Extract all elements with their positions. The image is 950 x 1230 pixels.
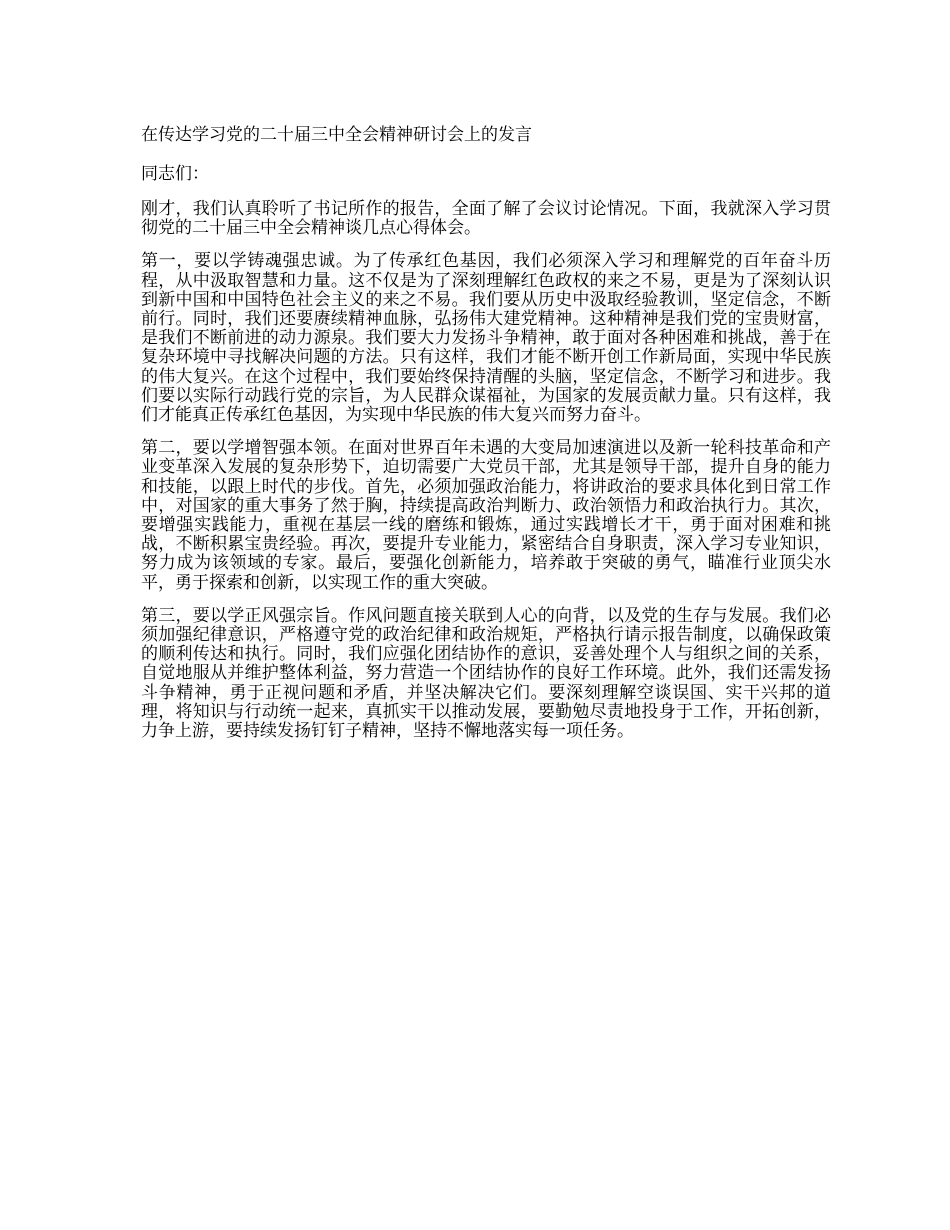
paragraph-second-point: 第二，要以学增智强本领。在面对世界百年未遇的大变局加速演进以及新一轮科技革命和产业变革深入发展的复杂形势下，迫切需要广大党员干部，尤其是领导干部，提升自身的能力和技能，以跟上时代的步伐。首先，必须加强政治能力，将讲政治的要求具体化到日常工作中，对国家的重大事务了然于胸，持续提高政治判断力、政治领悟力和政治执行力。其次，要增强实践能力，重视在基层一线的磨练和锻炼，通过实践增长才干，勇于面对困难和挑战，不断积累宝贵经验。再次，要提升专业能力，紧密结合自身职责，深入学习专业知识，努力成为该领域的专家。最后，要强化创新能力，培养敢于突破的勇气，瞄准行业顶尖水平，勇于探索和创新，以实现工作的重大突破。 — [141, 438, 831, 593]
document-page — [141, 122, 831, 755]
paragraph-first-point: 第一，要以学铸魂强忠诚。为了传承红色基因，我们必须深入学习和理解党的百年奋斗历程，从中汲取智慧和力量。这不仅是为了深刻理解红色政权的来之不易，更是为了深刻认识到新中国和中国特色社会主义的来之不易。我们要从历史中汲取经验教训，坚定信念，不断前行。同时，我们还要赓续精神血脉，弘扬伟大建党精神。这种精神是我们党的宝贵财富，是我们不断前进的动力源泉。我们要大力发扬斗争精神，敢于面对各种困难和挑战，善于在复杂环境中寻找解决问题的方法。只有这样，我们才能不断开创工作新局面，实现中华民族的伟大复兴。在这个过程中，我们要始终保持清醒的头脑，坚定信念，不断学习和进步。我们要以实际行动践行党的宗旨，为人民群众谋福祉，为国家的发展贡献力量。只有这样，我们才能真正传承红色基因，为实现中华民族的伟大复兴而努力奋斗。 — [141, 251, 831, 426]
greeting: 同志们： — [141, 164, 209, 184]
paragraph-intro: 刚才，我们认真聆听了书记所作的报告，全面了解了会议讨论情况。下面，我就深入学习贯彻党的二十届三中全会精神谈几点心得体会。 — [141, 199, 831, 239]
paragraph-third-point: 第三，要以学正风强宗旨。作风问题直接关联到人心的向背，以及党的生存与发展。我们必须加强纪律意识，严格遵守党的政治纪律和政治规矩，严格执行请示报告制度，以确保政策的顺利传达和执行。同时，我们应强化团结协作的意识，妥善处理个人与组织之间的关系，自觉地服从并维护整体利益，努力营造一个团结协作的良好工作环境。此外，我们还需发扬斗争精神，勇于正视问题和矛盾，并坚决解决它们。要深刻理解空谈误国、实干兴邦的道理，将知识与行动统一起来，真抓实干以推动发展，要勤勉尽责地投身于工作，开拓创新，力争上游，要持续发扬钉钉子精神，坚持不懈地落实每一项任务。 — [141, 605, 831, 742]
document-title: 在传达学习党的二十届三中全会精神研讨会上的发言 — [141, 125, 532, 145]
